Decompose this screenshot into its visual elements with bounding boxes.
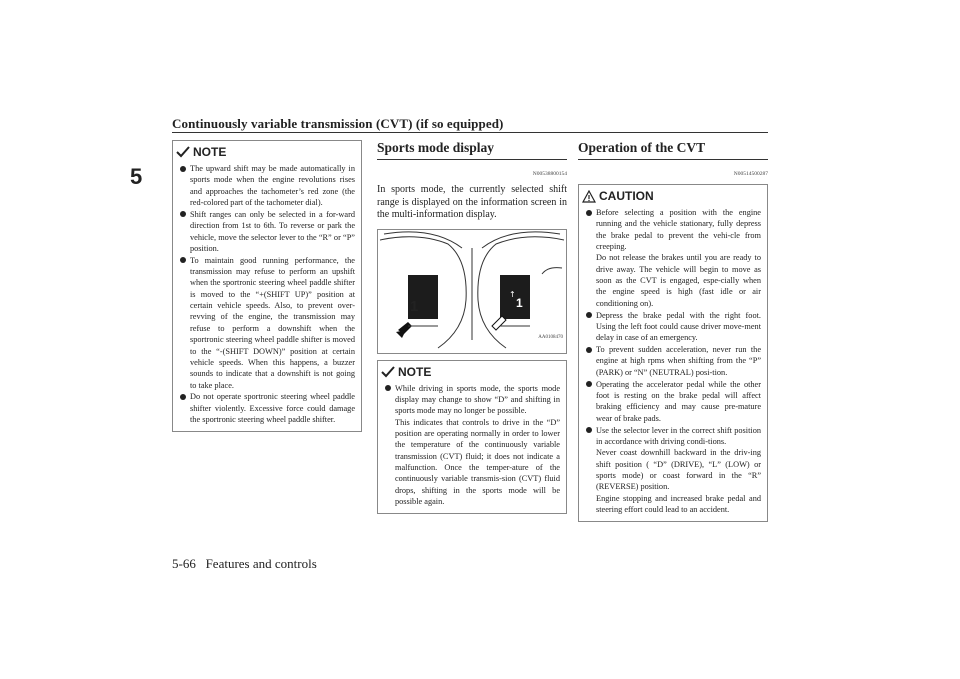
gear-indicator-left: 1 [410, 297, 419, 315]
caution-list [585, 207, 761, 515]
warning-triangle-icon [582, 190, 596, 203]
note-item: While driving in sports mode, the sports mode display may change to show “D” and shifting in sports mode may no longer be possible. This indicates that controls to drive in the “D” position are operating normally in order to lower the temperature of the continuously variable transmission (CVT) fluid; it does not indicate a malfunction. Once the temper-ature of the continuously variable transmis-sion (CVT) fluid drops, shifting in the sports mode will be possible again. [384, 383, 560, 508]
page-footer: 5-66 Features and controls [172, 556, 317, 571]
caution-item: Operating the accelerator pedal while the other foot is resting on the brake pedal will affect braking efficiency and may cause pre-mature wear of brake pads. [585, 379, 761, 424]
pencil-note-icon [381, 366, 395, 378]
figure-code: AA0108470 [538, 334, 563, 340]
caution-header [582, 189, 761, 203]
left-column [172, 140, 362, 432]
caution-box [578, 184, 768, 522]
note-list [384, 383, 560, 508]
section-title: Sports mode display [377, 140, 495, 155]
note-item: The upward shift may be made automatically in sports mode when the engine revolutions rises and approaches the tachometer’s red zone (the red-colored part of the tachometer dial). [179, 163, 355, 208]
note-item: Shift ranges can only be selected in a for-ward direction from 1st to 6th. To reverse or park the vehicle, move the selector lever to the “R” or “P” position. [179, 209, 355, 254]
sports-mode-note-box [377, 360, 567, 514]
section-title: Operation of the CVT [578, 140, 706, 155]
middle-column [377, 140, 567, 514]
gear-indicator-right: 1 [516, 295, 523, 310]
caution-item: Before selecting a position with the engine running and the vehicle stationary, fully depress the brake pedal to prevent the vehi-cle from creeping. Do not release the brakes until you are ready to drive away. The vehicle will begin to move as soon as the CVT is engaged, espe-cially when the engine speed is high (fast idle or air conditioning on). [585, 207, 761, 309]
note-label: NOTE [193, 145, 227, 159]
right-column [578, 140, 768, 522]
section-code: N00514500287 [733, 171, 768, 177]
caution-item: Depress the brake pedal with the right foot. Using the left foot could cause driver move-ment delay in case of an emergency. [585, 310, 761, 344]
caution-item: Use the selector lever in the correct shift position in accordance with driving condi-tions. Never coast downhill backward in the driv-ing shift position ( “D” (DRIVE), “L” (LOW) or sports mode) or coast forward in the “R” (REVERSE) position. Engine stopping and increased brake pedal and steering effort could lead to an accident. [585, 425, 761, 516]
pencil-note-icon [176, 146, 190, 158]
shift-up-arrow-icon: ↑ [509, 289, 516, 299]
page-header-title: Continuously variable transmission (CVT) (if so equipped) [172, 116, 504, 131]
operation-heading [578, 140, 768, 160]
note-box [172, 140, 362, 432]
note-item: Do not operate sportronic steering wheel paddle shifter violently. Excessive force could damage the sportronic steering wheel paddle shifter. [179, 391, 355, 425]
sports-mode-body: In sports mode, the currently selected shift range is displayed on the information screen in the multi-information display. [377, 184, 567, 220]
note-item: To maintain good running performance, the transmission may refuse to perform an upshift when the sportronic steering wheel paddle shifter is moved to the “+(SHIFT UP)” position at certain vehicle speeds. Also, to prevent over-revving of the engine, the transmission may refuse to perform a downshift when the sportronic steering wheel paddle shifter is moved to the “-(SHIFT DOWN)” position at certain vehicle speeds. When this happens, a buzzer sounds to indicate that a downshift is not going to take place. [179, 255, 355, 391]
section-code: N00538800154 [532, 171, 567, 177]
caution-item: To prevent sudden acceleration, never run the engine at high rpms when shifting from the “P” (PARK) or “N” (NEUTRAL) posi-tion. [585, 344, 761, 378]
note-label: NOTE [398, 364, 432, 379]
caution-label: CAUTION [599, 189, 654, 203]
sports-mode-figure [377, 229, 567, 354]
sports-mode-heading [377, 140, 567, 160]
note-header [176, 145, 355, 159]
note-header [381, 365, 560, 379]
note-list [179, 163, 355, 425]
chapter-number: 5 [130, 164, 143, 189]
header-divider [172, 132, 768, 133]
